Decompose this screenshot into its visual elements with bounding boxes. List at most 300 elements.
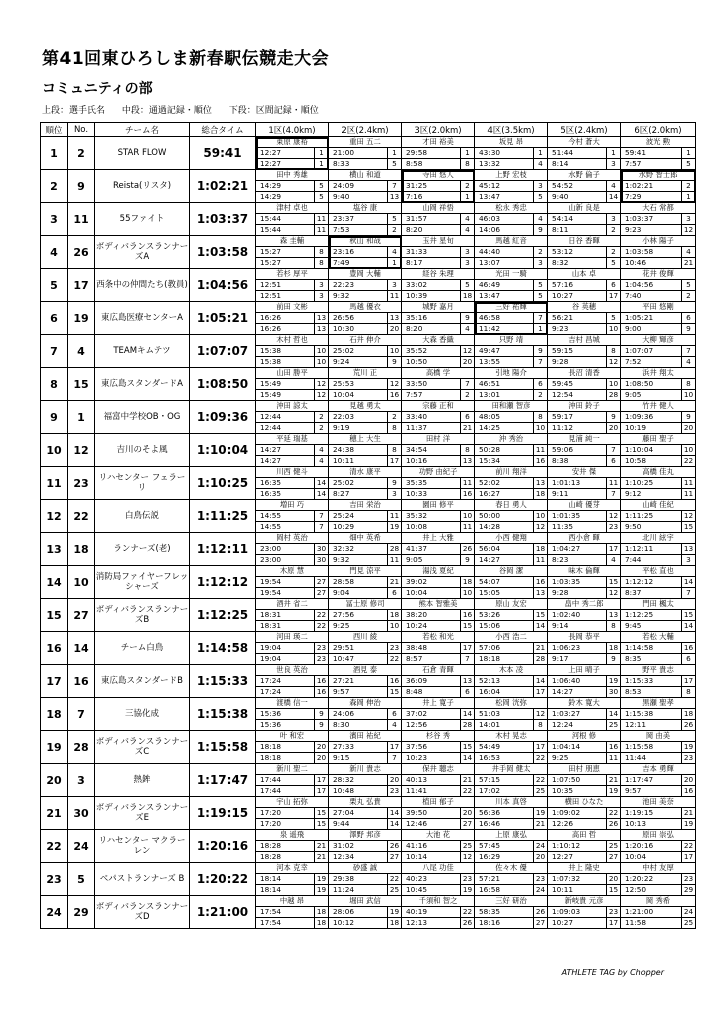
section-record [402, 555, 474, 565]
cumulative-time: 1:20:22 [625, 874, 654, 883]
cumulative-place: 17 [314, 775, 328, 785]
leg-5-cell [548, 797, 621, 830]
bib-number-cell: 23 [68, 467, 95, 500]
cumulative-time: 39:02 [406, 577, 428, 586]
section-record [402, 819, 474, 829]
cumulative-record [548, 346, 620, 357]
section-time: 8:38 [552, 456, 569, 465]
section-place: 3 [460, 258, 474, 268]
leg-6-cell [621, 665, 696, 698]
section-time: 10:45 [406, 885, 428, 894]
bib-number-cell: 26 [68, 236, 95, 269]
section-record [475, 258, 547, 268]
cumulative-time: 16:35 [260, 478, 282, 487]
runner-name: 若松 和光 [402, 632, 474, 643]
section-place: 10 [460, 588, 474, 598]
section-place: 11 [314, 225, 328, 235]
cumulative-time: 16:26 [260, 313, 282, 322]
team-name-cell: ボディバランスランナーズC [95, 731, 190, 764]
section-record [475, 654, 547, 664]
cumulative-place: 8 [681, 379, 695, 389]
leg-3-cell [402, 500, 475, 533]
section-record [329, 423, 401, 433]
section-place: 25 [533, 786, 547, 796]
leg-1-cell [256, 533, 329, 566]
section-place: 7 [314, 522, 328, 532]
cumulative-time: 1:08:50 [625, 379, 654, 388]
leg-5-cell [548, 401, 621, 434]
leg-5-cell [548, 302, 621, 335]
cumulative-record [256, 643, 328, 654]
runner-name: 谷岡 潔 [475, 566, 547, 577]
leg-4-cell [475, 533, 548, 566]
cumulative-place: 13 [314, 313, 328, 323]
section-time: 9:45 [625, 621, 642, 630]
runner-name: 横田 ひなた [548, 797, 620, 808]
cumulative-record [621, 775, 695, 786]
team-name-cell: STAR FLOW [95, 137, 190, 170]
section-time: 14:27 [552, 687, 574, 696]
section-place: 23 [314, 654, 328, 664]
section-time: 10:16 [406, 456, 428, 465]
cumulative-time: 33:50 [406, 379, 428, 388]
section-record [256, 885, 328, 895]
section-time: 8:20 [406, 324, 423, 333]
section-place: 9 [460, 555, 474, 565]
team-name-cell: 吉川のそよ風 [95, 434, 190, 467]
section-place: 17 [314, 786, 328, 796]
leg-2-cell [329, 731, 402, 764]
runner-name: 木本 凌 [475, 665, 547, 676]
team-name-cell: 消防局ファイヤーフレッシャーズ [95, 566, 190, 599]
cumulative-record [402, 511, 474, 522]
cumulative-time: 36:09 [406, 676, 428, 685]
section-place: 3 [681, 555, 695, 565]
runner-name: 安井 傑 [548, 467, 620, 478]
rank-cell: 18 [41, 698, 68, 731]
section-record [548, 522, 620, 532]
section-record [329, 687, 401, 697]
section-time: 15:05 [479, 588, 501, 597]
cumulative-place: 16 [533, 577, 547, 587]
cumulative-time: 17:20 [260, 808, 282, 817]
section-time: 14:29 [260, 192, 282, 201]
runner-name: 竹井 健人 [621, 401, 695, 412]
section-record [402, 885, 474, 895]
cumulative-place: 18 [387, 610, 401, 620]
cumulative-place: 1 [314, 148, 328, 158]
section-time: 12:50 [625, 885, 647, 894]
section-place: 14 [533, 621, 547, 631]
runner-name: 日谷 香暉 [548, 236, 620, 247]
rank-cell: 6 [41, 302, 68, 335]
cumulative-record [256, 412, 328, 423]
cumulative-record [329, 346, 401, 357]
section-record [548, 324, 620, 334]
cumulative-place: 1 [387, 148, 401, 158]
leg-4-cell [475, 269, 548, 302]
runner-name: 濱田 祐紀 [329, 731, 401, 742]
runner-name: 沖田 諒太 [256, 401, 328, 412]
section-record [621, 654, 695, 664]
total-time-cell: 1:03:58 [190, 236, 256, 269]
cumulative-place: 5 [387, 214, 401, 224]
leg-2-cell [329, 665, 402, 698]
bib-number-cell: 10 [68, 566, 95, 599]
runner-name: 長沼 清香 [548, 368, 620, 379]
cumulative-time: 35:32 [406, 511, 428, 520]
cumulative-time: 28:06 [333, 907, 355, 916]
section-time: 10:04 [406, 588, 428, 597]
section-record [402, 225, 474, 235]
runner-name: 城野 嘉月 [402, 302, 474, 313]
section-place: 7 [460, 654, 474, 664]
leg-4-cell [475, 731, 548, 764]
runner-name: 西川 綾 [329, 632, 401, 643]
section-time: 12:54 [552, 390, 574, 399]
section-time: 7:52 [625, 357, 642, 366]
team-name-cell: 東広島医療センターA [95, 302, 190, 335]
section-record [256, 225, 328, 235]
cumulative-record [621, 841, 695, 852]
cumulative-record [329, 907, 401, 918]
section-time: 14:06 [479, 225, 501, 234]
section-record [329, 555, 401, 565]
runner-name: 小西 浩二 [475, 632, 547, 643]
section-time: 10:24 [406, 621, 428, 630]
leg-5-cell [548, 566, 621, 599]
section-record [329, 324, 401, 334]
cumulative-time: 1:04:27 [552, 544, 581, 553]
cumulative-place: 6 [460, 412, 474, 422]
leg-4-cell [475, 830, 548, 863]
leg-2-cell [329, 764, 402, 797]
header-team: チーム名 [95, 123, 190, 137]
cumulative-record [475, 874, 547, 885]
section-time: 10:11 [552, 885, 574, 894]
section-record [621, 885, 695, 895]
cumulative-place: 12 [387, 379, 401, 389]
section-time: 8:48 [406, 687, 423, 696]
cumulative-time: 1:21:00 [625, 907, 654, 916]
cumulative-time: 1:09:36 [625, 412, 654, 421]
cumulative-place: 17 [460, 643, 474, 653]
section-place: 23 [681, 753, 695, 763]
cumulative-place: 15 [681, 610, 695, 620]
section-place: 19 [460, 885, 474, 895]
cumulative-place: 28 [387, 544, 401, 554]
leg-1-cell [256, 764, 329, 797]
section-record [329, 654, 401, 664]
leg-2-cell [329, 269, 402, 302]
cumulative-record [548, 412, 620, 423]
section-place: 18 [460, 291, 474, 301]
cumulative-place: 1 [460, 148, 474, 158]
section-time: 10:23 [406, 753, 428, 762]
leg-5-cell [548, 863, 621, 896]
section-time: 14:55 [260, 522, 282, 531]
cumulative-record [329, 247, 401, 258]
cumulative-record [548, 181, 620, 192]
bib-number-cell: 9 [68, 170, 95, 203]
section-place: 20 [460, 357, 474, 367]
runner-name: 木村 晃志 [475, 731, 547, 742]
leg-3-cell [402, 434, 475, 467]
section-record [548, 621, 620, 631]
cumulative-time: 39:50 [406, 808, 428, 817]
leg-3-cell [402, 269, 475, 302]
section-record [621, 720, 695, 730]
leg-1-cell [256, 236, 329, 269]
cumulative-record [621, 511, 695, 522]
runner-name: 山岡 祥悟 [402, 203, 474, 214]
section-place: 21 [533, 819, 547, 829]
runner-name: 今村 蒼大 [548, 137, 620, 148]
runner-name: 三好 研治 [475, 896, 547, 907]
section-place: 2 [533, 390, 547, 400]
section-time: 18:14 [260, 885, 282, 894]
runner-name: 豊岡 大輔 [329, 269, 401, 280]
section-place: 9 [606, 654, 620, 664]
cumulative-record [329, 874, 401, 885]
table-row [41, 731, 696, 764]
runner-name: 大森 香織 [402, 335, 474, 346]
runner-name: 杉谷 秀 [402, 731, 474, 742]
section-record [256, 786, 328, 796]
cumulative-record [402, 148, 474, 159]
cumulative-time: 54:49 [479, 742, 501, 751]
runner-name: 冨士原 修司 [329, 599, 401, 610]
section-place: 4 [314, 456, 328, 466]
cumulative-time: 1:04:14 [552, 742, 581, 751]
cumulative-time: 52:13 [479, 676, 501, 685]
cumulative-time: 29:38 [333, 874, 355, 883]
cumulative-time: 17:44 [260, 775, 282, 784]
bib-number-cell: 12 [68, 434, 95, 467]
leg-2-cell [329, 500, 402, 533]
runner-name: 波光 勲 [621, 137, 695, 148]
section-place: 8 [460, 159, 474, 169]
cumulative-place: 20 [387, 775, 401, 785]
leg-6-cell [621, 302, 696, 335]
section-record [402, 621, 474, 631]
leg-6-cell [621, 797, 696, 830]
cumulative-time: 57:15 [479, 775, 501, 784]
cumulative-record [548, 577, 620, 588]
rank-cell: 12 [41, 500, 68, 533]
section-place: 14 [387, 819, 401, 829]
cumulative-time: 41:37 [406, 544, 428, 553]
section-place: 16 [460, 489, 474, 499]
section-time: 9:17 [552, 654, 569, 663]
section-record [475, 753, 547, 763]
runner-name: 河本 克幸 [256, 863, 328, 874]
leg-4-cell [475, 302, 548, 335]
cumulative-record [548, 610, 620, 621]
leg-4-cell [475, 137, 548, 170]
cumulative-place: 7 [681, 346, 695, 356]
runner-name: 砂盛 誠 [329, 863, 401, 874]
leg-1-cell [256, 401, 329, 434]
cumulative-place: 22 [387, 874, 401, 884]
cumulative-place: 8 [387, 445, 401, 455]
cumulative-place: 12 [460, 346, 474, 356]
cumulative-record [402, 379, 474, 390]
section-time: 16:04 [479, 687, 501, 696]
table-row [41, 566, 696, 599]
cumulative-place: 9 [533, 346, 547, 356]
cumulative-time: 25:24 [333, 511, 355, 520]
cumulative-time: 1:12:12 [625, 577, 654, 586]
section-place: 27 [387, 852, 401, 862]
leg-4-cell [475, 467, 548, 500]
cumulative-place: 23 [533, 874, 547, 884]
leg-6-cell [621, 830, 696, 863]
runner-name: 酒見 泰 [329, 665, 401, 676]
cumulative-place: 12 [314, 379, 328, 389]
cumulative-place: 7 [387, 181, 401, 191]
leg-6-cell [621, 467, 696, 500]
cumulative-record [475, 775, 547, 786]
leg-6-cell [621, 863, 696, 896]
cumulative-place: 3 [460, 247, 474, 257]
rank-cell: 14 [41, 566, 68, 599]
rank-cell: 13 [41, 533, 68, 566]
cumulative-time: 57:21 [479, 874, 501, 883]
cumulative-place: 17 [681, 676, 695, 686]
cumulative-record [402, 247, 474, 258]
cumulative-place: 22 [681, 841, 695, 851]
leg-6-cell [621, 269, 696, 302]
section-time: 10:19 [625, 423, 647, 432]
section-place: 15 [681, 522, 695, 532]
section-place: 19 [314, 885, 328, 895]
leg-2-cell [329, 302, 402, 335]
runner-name: 坂見 昂 [475, 137, 547, 148]
leg-2-cell [329, 434, 402, 467]
section-record [621, 291, 695, 301]
total-time-cell: 1:12:12 [190, 566, 256, 599]
leg-1-cell [256, 698, 329, 731]
cumulative-place: 22 [533, 775, 547, 785]
page-title: 第41回東ひろしま新春駅伝競走大会 [42, 49, 330, 69]
header-leg-5: 5区(2.4km) [548, 123, 621, 137]
section-record [548, 687, 620, 697]
section-record [256, 390, 328, 400]
cumulative-place: 3 [387, 280, 401, 290]
leg-5-cell [548, 632, 621, 665]
rank-cell: 8 [41, 368, 68, 401]
section-time: 9:23 [625, 225, 642, 234]
section-place: 1 [681, 192, 695, 202]
cumulative-time: 31:57 [406, 214, 428, 223]
leg-2-cell [329, 203, 402, 236]
cumulative-place: 8 [314, 247, 328, 257]
section-record [256, 588, 328, 598]
cumulative-time: 59:17 [552, 412, 574, 421]
runner-name: 吉田 栄治 [329, 500, 401, 511]
bib-number-cell: 29 [68, 896, 95, 929]
section-time: 23:00 [260, 555, 282, 564]
cumulative-record [621, 379, 695, 390]
cumulative-time: 18:31 [260, 610, 282, 619]
cumulative-place: 23 [460, 874, 474, 884]
section-place: 12 [681, 225, 695, 235]
section-place: 18 [533, 489, 547, 499]
leg-4-cell [475, 698, 548, 731]
section-time: 16:29 [479, 852, 501, 861]
section-place: 10 [606, 324, 620, 334]
section-record [475, 324, 547, 334]
cumulative-record [256, 280, 328, 291]
cumulative-place: 19 [387, 907, 401, 917]
leg-3-cell [402, 599, 475, 632]
team-name-cell: 東広島スタンダードB [95, 665, 190, 698]
rank-cell: 4 [41, 236, 68, 269]
section-record [256, 192, 328, 202]
runner-name: 宇山 拓弥 [256, 797, 328, 808]
runner-name: 重田 五二 [329, 137, 401, 148]
runner-name: 津村 卓也 [256, 203, 328, 214]
runner-name: 平田 悠剛 [621, 302, 695, 313]
section-record [548, 918, 620, 928]
section-place: 13 [314, 324, 328, 334]
section-record [256, 258, 328, 268]
runner-name: 藤田 聖子 [621, 434, 695, 445]
rank-cell: 20 [41, 764, 68, 797]
total-time-cell: 1:10:25 [190, 467, 256, 500]
leg-5-cell [548, 368, 621, 401]
leg-5-cell [548, 269, 621, 302]
cumulative-place: 10 [314, 346, 328, 356]
section-time: 16:27 [479, 489, 501, 498]
cumulative-place: 19 [314, 874, 328, 884]
cumulative-time: 40:19 [406, 907, 428, 916]
leg-1-cell [256, 137, 329, 170]
cumulative-record [548, 808, 620, 819]
cumulative-time: 15:36 [260, 709, 282, 718]
runner-name: 池田 美奈 [621, 797, 695, 808]
cumulative-time: 1:06:23 [552, 643, 581, 652]
section-time: 13:32 [479, 159, 501, 168]
section-place: 30 [314, 555, 328, 565]
section-place: 15 [387, 687, 401, 697]
cumulative-place: 10 [387, 346, 401, 356]
section-record [621, 225, 695, 235]
leg-5-cell [548, 830, 621, 863]
cumulative-record [475, 280, 547, 291]
cumulative-time: 51:03 [479, 709, 501, 718]
cumulative-record [548, 709, 620, 720]
cumulative-time: 1:15:58 [625, 742, 654, 751]
header-row [41, 123, 696, 137]
cumulative-place: 14 [533, 676, 547, 686]
leg-1-cell [256, 830, 329, 863]
cumulative-record [475, 577, 547, 588]
section-time: 9:28 [552, 357, 569, 366]
cumulative-record [329, 610, 401, 621]
section-place: 26 [606, 819, 620, 829]
cumulative-record [329, 808, 401, 819]
legend-top: 上段：選手氏名 [42, 106, 106, 116]
runner-name: 山本 卓 [548, 269, 620, 280]
cumulative-record [475, 379, 547, 390]
table-row [41, 137, 696, 170]
cumulative-record [329, 412, 401, 423]
section-time: 8:58 [406, 159, 423, 168]
cumulative-place: 5 [533, 280, 547, 290]
section-record [256, 720, 328, 730]
